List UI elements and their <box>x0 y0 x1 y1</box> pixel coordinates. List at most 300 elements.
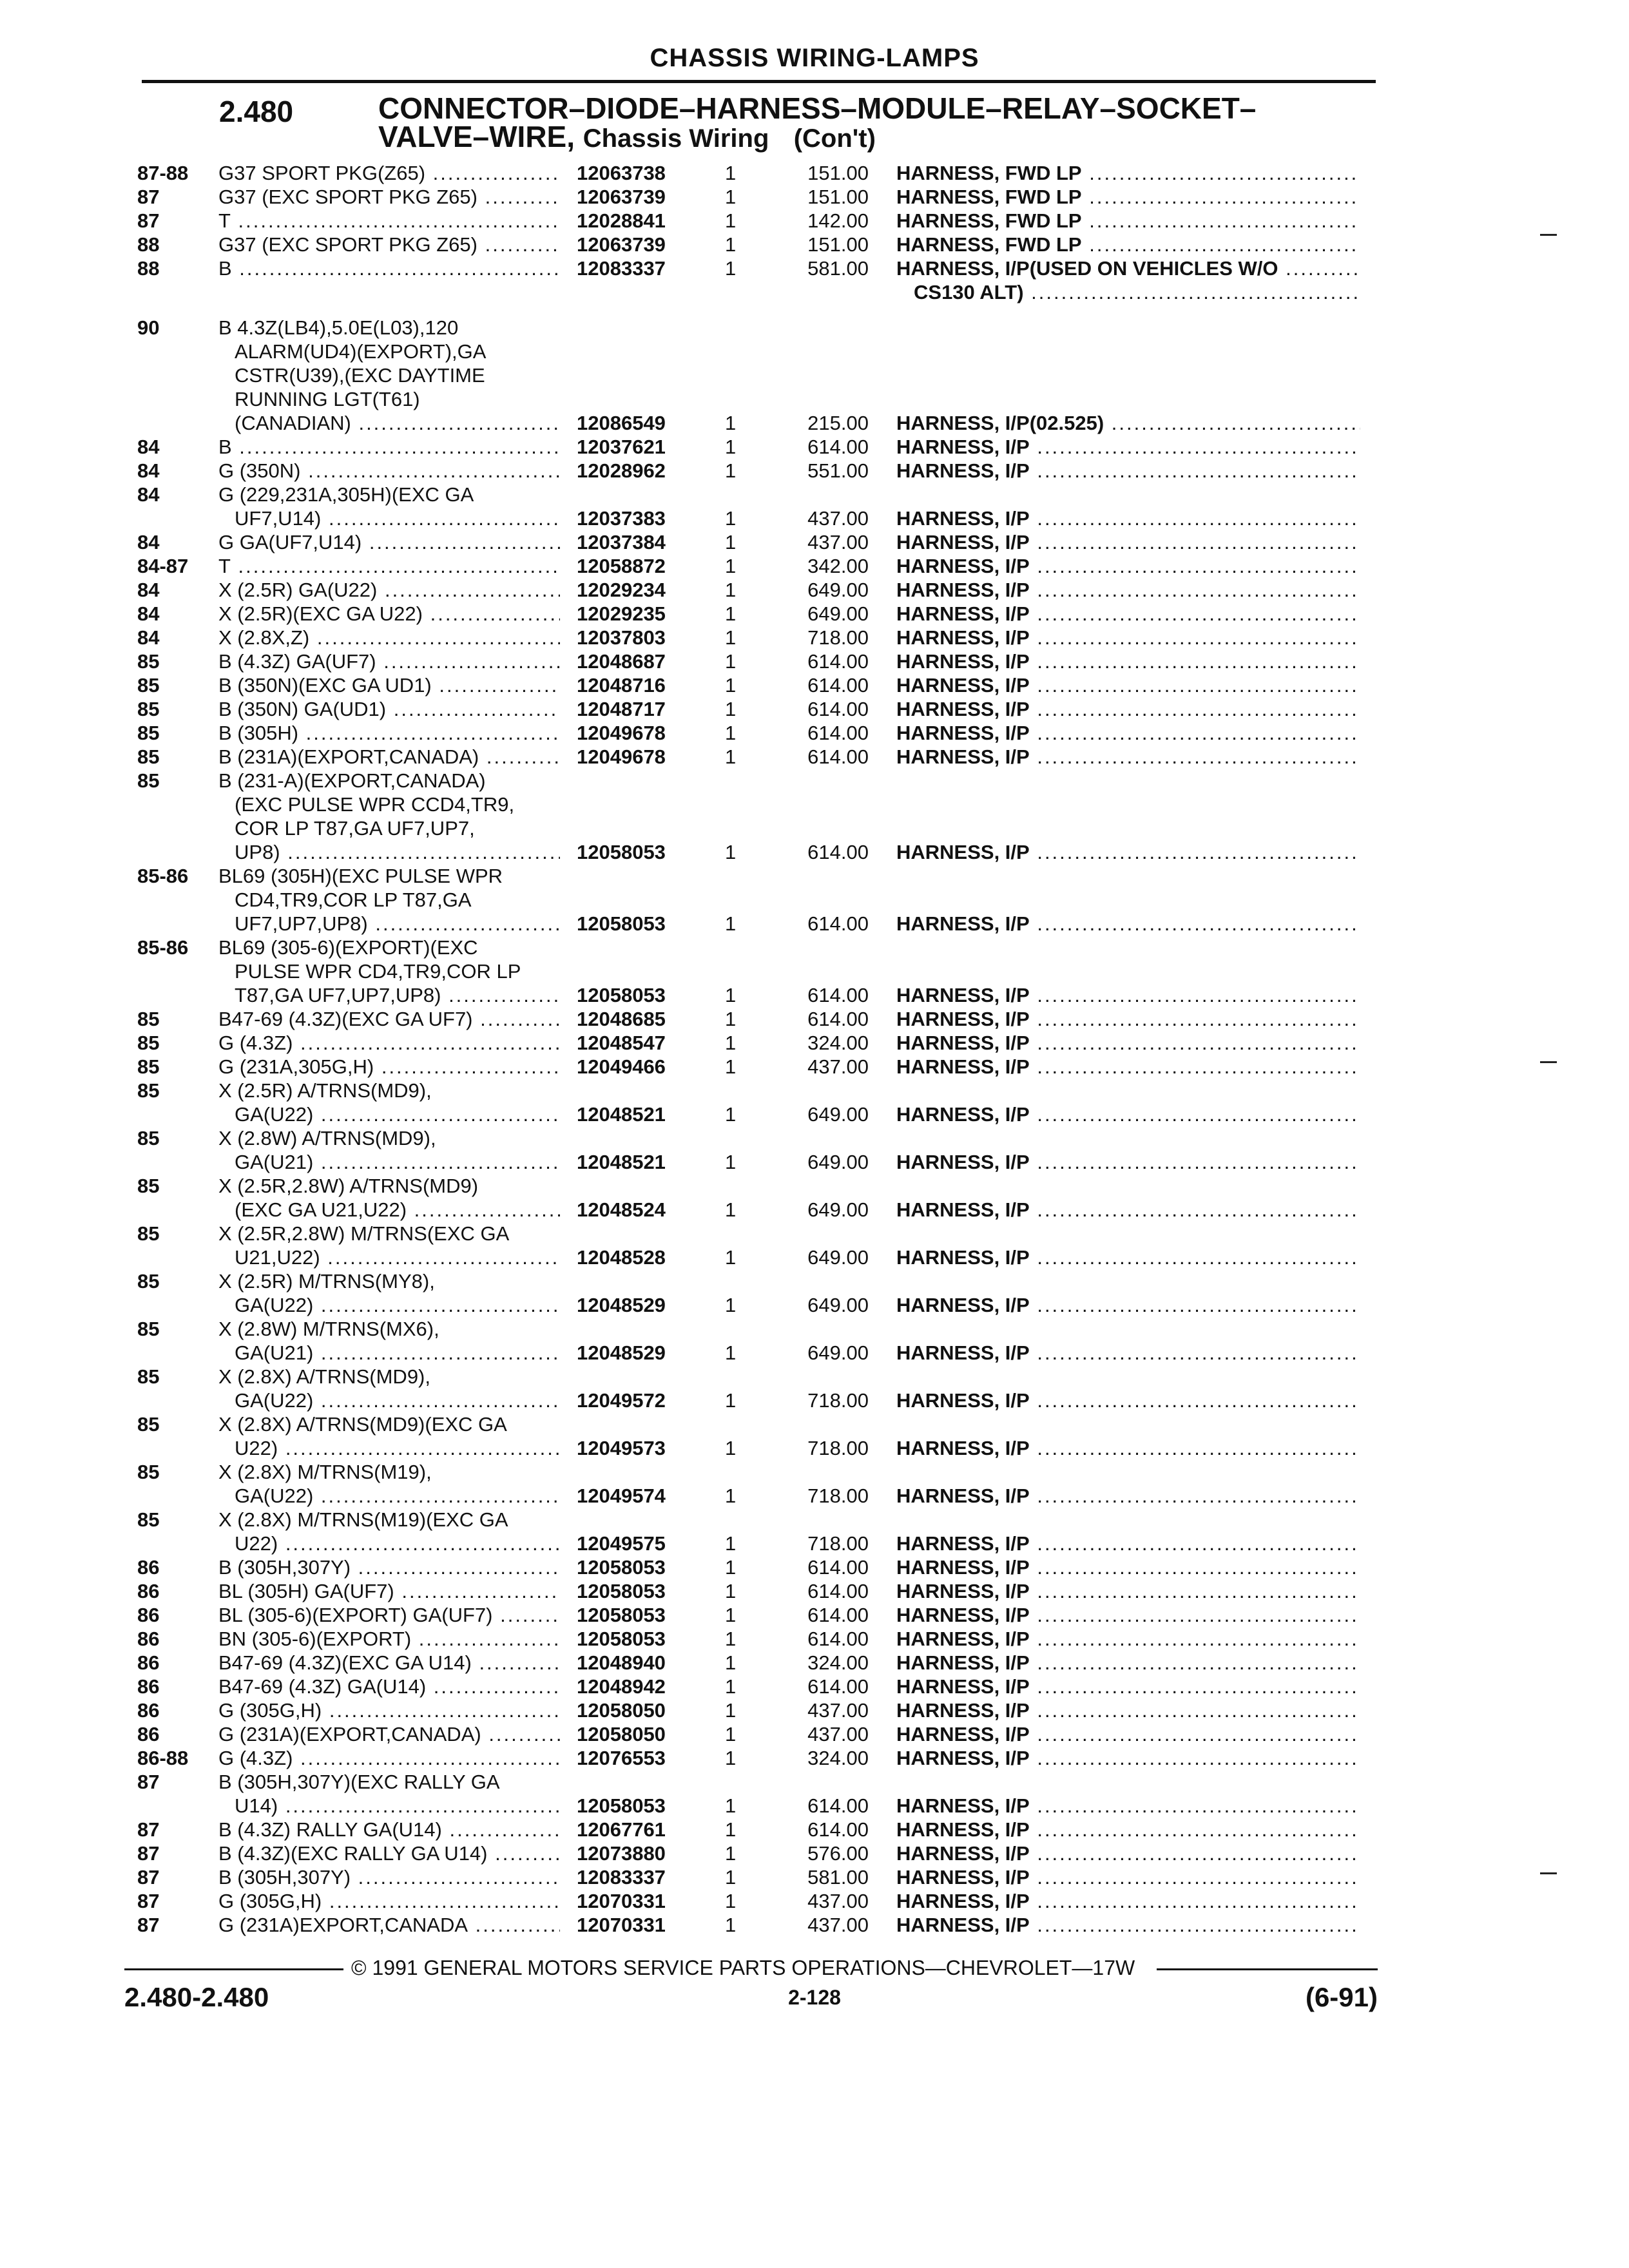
part-number: 12049678 <box>577 722 666 744</box>
table-row <box>0 769 1629 793</box>
position-number: 85 <box>137 1055 160 1078</box>
part-name: HARNESS, I/P ..... <box>896 697 1360 721</box>
price: 614.00 <box>807 1794 869 1817</box>
position-number: 85 <box>137 1508 160 1531</box>
quantity: 1 <box>725 1723 737 1745</box>
table-row <box>0 256 1629 280</box>
part-number: 12058053 <box>577 984 666 1006</box>
description: B ..... <box>218 256 560 280</box>
table-row <box>0 1317 1629 1341</box>
table-row <box>0 1698 1629 1722</box>
section-title-line2a: VALVE–WIRE, <box>378 120 575 153</box>
price: 614.00 <box>807 1628 869 1650</box>
part-name: HARNESS, I/P ..... <box>896 1484 1360 1508</box>
part-number: 12048529 <box>577 1341 666 1364</box>
price: 215.00 <box>807 412 869 434</box>
description: B (231-A)(EXPORT,CANADA) <box>218 769 486 792</box>
position-number: 87 <box>137 1914 160 1936</box>
quantity: 1 <box>725 412 737 434</box>
table-row <box>0 1412 1629 1436</box>
table-row <box>0 1913 1629 1937</box>
description: T87,GA UF7,UP7,UP8) ..... <box>235 983 560 1007</box>
description: X (2.5R,2.8W) A/TRNS(MD9) <box>218 1175 479 1197</box>
quantity: 1 <box>725 436 737 458</box>
table-row <box>0 435 1629 459</box>
table-row <box>0 1198 1629 1222</box>
price: 614.00 <box>807 1556 869 1579</box>
price: 437.00 <box>807 507 869 530</box>
part-number: 12049466 <box>577 1055 666 1078</box>
description: G (305G,H) ..... <box>218 1698 560 1722</box>
description: B47-69 (4.3Z)(EXC GA U14) ..... <box>218 1651 560 1675</box>
table-row <box>0 1889 1629 1913</box>
quantity: 1 <box>725 1675 737 1698</box>
description: X (2.5R) A/TRNS(MD9), <box>218 1079 432 1102</box>
position-number: 87 <box>137 1771 160 1793</box>
part-name: HARNESS, I/P ..... <box>896 1436 1360 1460</box>
part-name: HARNESS, I/P ..... <box>896 459 1360 483</box>
quantity: 1 <box>725 233 737 256</box>
quantity: 1 <box>725 1914 737 1936</box>
part-number: 12048547 <box>577 1032 666 1054</box>
table-row <box>0 1770 1629 1794</box>
part-name: HARNESS, I/P(USED ON VEHICLES W/O ..... <box>896 256 1360 280</box>
part-name: HARNESS, I/P ..... <box>896 435 1360 459</box>
description: GA(U22) ..... <box>235 1293 560 1317</box>
table-row <box>0 1627 1629 1651</box>
description: BL69 (305-6)(EXPORT)(EXC <box>218 936 478 959</box>
position-number: 85 <box>137 1222 160 1245</box>
part-name: HARNESS, I/P ..... <box>896 1555 1360 1579</box>
table-row <box>0 1794 1629 1818</box>
part-name: HARNESS, I/P ..... <box>896 1627 1360 1651</box>
part-name: HARNESS, I/P ..... <box>896 1865 1360 1889</box>
description: B ..... <box>218 435 560 459</box>
quantity: 1 <box>725 1485 737 1507</box>
quantity: 1 <box>725 1818 737 1841</box>
part-number: 12037803 <box>577 626 666 649</box>
quantity: 1 <box>725 1699 737 1722</box>
part-number: 12070331 <box>577 1914 666 1936</box>
part-number: 12028962 <box>577 459 666 482</box>
description: BL69 (305H)(EXC PULSE WPR <box>218 865 503 887</box>
part-number: 12058053 <box>577 841 666 863</box>
table-row <box>0 1031 1629 1055</box>
description: UP8) ..... <box>235 840 560 864</box>
description: G37 (EXC SPORT PKG Z65) ..... <box>218 185 560 209</box>
description: GA(U21) ..... <box>235 1150 560 1174</box>
table-row <box>0 1532 1629 1555</box>
part-number: 12048521 <box>577 1151 666 1173</box>
quantity: 1 <box>725 1651 737 1674</box>
description: G (305G,H) ..... <box>218 1889 560 1913</box>
part-name: HARNESS, I/P ..... <box>896 1746 1360 1770</box>
description: T ..... <box>218 554 560 578</box>
position-number: 88 <box>137 233 160 256</box>
part-name: HARNESS, FWD LP ..... <box>896 233 1360 256</box>
table-row <box>0 602 1629 626</box>
part-number: 12049573 <box>577 1437 666 1459</box>
position-number: 85 <box>137 1413 160 1436</box>
position-number: 86 <box>137 1675 160 1698</box>
part-number: 12058050 <box>577 1699 666 1722</box>
description: B (350N)(EXC GA UD1) ..... <box>218 673 560 697</box>
part-name: HARNESS, I/P ..... <box>896 1579 1360 1603</box>
quantity: 1 <box>725 531 737 553</box>
position-number: 87 <box>137 1842 160 1865</box>
footer-section-range: 2.480-2.480 <box>124 1982 269 2012</box>
part-number: 12086549 <box>577 412 666 434</box>
description: GA(U22) ..... <box>235 1102 560 1126</box>
table-row <box>0 840 1629 864</box>
table-row <box>0 649 1629 673</box>
table-row <box>0 1436 1629 1460</box>
part-name: HARNESS, I/P ..... <box>896 1031 1360 1055</box>
table-row <box>0 1841 1629 1865</box>
description: G (350N) ..... <box>218 459 560 483</box>
description: X (2.8W) A/TRNS(MD9), <box>218 1127 436 1149</box>
part-name: HARNESS, I/P ..... <box>896 983 1360 1007</box>
price: 649.00 <box>807 579 869 601</box>
quantity: 1 <box>725 841 737 863</box>
price: 649.00 <box>807 602 869 625</box>
position-number: 86 <box>137 1604 160 1626</box>
table-row <box>0 1389 1629 1412</box>
part-name: HARNESS, I/P ..... <box>896 1055 1360 1079</box>
section-title-line2 <box>378 122 1256 153</box>
part-number: 12058053 <box>577 1580 666 1602</box>
description: G37 (EXC SPORT PKG Z65) ..... <box>218 233 560 256</box>
description: X (2.5R)(EXC GA U22) ..... <box>218 602 560 626</box>
table-row <box>0 1865 1629 1889</box>
table-row <box>0 1365 1629 1389</box>
position-number: 85 <box>137 1318 160 1340</box>
table-row <box>0 161 1629 185</box>
section-title-line1: CONNECTOR–DIODE–HARNESS–MODULE–RELAY–SOCKET– <box>378 91 1257 125</box>
description: COR LP T87,GA UF7,UP7, <box>235 817 475 840</box>
quantity: 1 <box>725 674 737 697</box>
page-title: CHASSIS WIRING-LAMPS <box>650 44 979 72</box>
margin-tick <box>1540 1872 1557 1874</box>
description: B47-69 (4.3Z) GA(U14) ..... <box>218 1675 560 1698</box>
position-number: 84 <box>137 626 160 649</box>
part-name: HARNESS, I/P ..... <box>896 1818 1360 1841</box>
position-number: 85 <box>137 1127 160 1149</box>
position-number: 86 <box>137 1699 160 1722</box>
part-number: 12067761 <box>577 1818 666 1841</box>
table-row <box>0 626 1629 649</box>
description: GA(U21) ..... <box>235 1341 560 1365</box>
part-name: HARNESS, I/P ..... <box>896 1007 1360 1031</box>
price: 649.00 <box>807 1341 869 1364</box>
price: 437.00 <box>807 531 869 553</box>
description: B (4.3Z)(EXC RALLY GA U14) ..... <box>218 1841 560 1865</box>
description: B (4.3Z) GA(UF7) ..... <box>218 649 560 673</box>
description: B47-69 (4.3Z)(EXC GA UF7) ..... <box>218 1007 560 1031</box>
position-number: 85 <box>137 722 160 744</box>
part-name: HARNESS, FWD LP ..... <box>896 185 1360 209</box>
part-name: HARNESS, I/P ..... <box>896 1389 1360 1412</box>
description: GA(U22) ..... <box>235 1389 560 1412</box>
price: 151.00 <box>807 186 869 208</box>
description: B (305H) ..... <box>218 721 560 745</box>
description: B 4.3Z(LB4),5.0E(L03),120 <box>218 316 459 339</box>
price: 718.00 <box>807 626 869 649</box>
part-name: HARNESS, I/P(02.525) ..... <box>896 411 1360 435</box>
quantity: 1 <box>725 698 737 720</box>
table-row <box>0 1341 1629 1365</box>
table-row <box>0 912 1629 936</box>
quantity: 1 <box>725 1294 737 1316</box>
quantity: 1 <box>725 1604 737 1626</box>
price: 614.00 <box>807 841 869 863</box>
position-number: 86 <box>137 1723 160 1745</box>
description: G (4.3Z) ..... <box>218 1746 560 1770</box>
description: G (231A)(EXPORT,CANADA) ..... <box>218 1722 560 1746</box>
quantity: 1 <box>725 257 737 280</box>
quantity: 1 <box>725 1389 737 1412</box>
price: 649.00 <box>807 1103 869 1126</box>
price: 576.00 <box>807 1842 869 1865</box>
parts-table <box>0 161 1629 1937</box>
description: X (2.5R) GA(U22) ..... <box>218 578 560 602</box>
table-row <box>0 185 1629 209</box>
table-row <box>0 888 1629 912</box>
part-number: 12058053 <box>577 1556 666 1579</box>
table-row <box>0 1245 1629 1269</box>
table-row <box>0 1818 1629 1841</box>
description: X (2.5R,2.8W) M/TRNS(EXC GA <box>218 1222 510 1245</box>
quantity: 1 <box>725 1008 737 1030</box>
table-row <box>0 530 1629 554</box>
table-row <box>0 1484 1629 1508</box>
position-number: 86 <box>137 1628 160 1650</box>
table-row <box>0 280 1629 304</box>
price: 614.00 <box>807 436 869 458</box>
position-number: 85 <box>137 674 160 697</box>
quantity: 1 <box>725 1151 737 1173</box>
quantity: 1 <box>725 1032 737 1054</box>
quantity: 1 <box>725 984 737 1006</box>
part-number: 12049572 <box>577 1389 666 1412</box>
table-row <box>0 697 1629 721</box>
price: 324.00 <box>807 1651 869 1674</box>
footer-rule-right <box>1157 1968 1378 1970</box>
table-row <box>0 506 1629 530</box>
part-name: HARNESS, I/P ..... <box>896 1341 1360 1365</box>
position-number: 86-88 <box>137 1747 189 1769</box>
table-row <box>0 554 1629 578</box>
part-number: 12049575 <box>577 1532 666 1555</box>
part-number: 12058050 <box>577 1723 666 1745</box>
table-row <box>0 411 1629 435</box>
part-number: 12048524 <box>577 1198 666 1221</box>
description: G (4.3Z) ..... <box>218 1031 560 1055</box>
part-number: 12048940 <box>577 1651 666 1674</box>
part-name: HARNESS, I/P ..... <box>896 1794 1360 1818</box>
price: 614.00 <box>807 1604 869 1626</box>
price: 437.00 <box>807 1699 869 1722</box>
part-number: 12037621 <box>577 436 666 458</box>
description: U22) ..... <box>235 1436 560 1460</box>
price: 551.00 <box>807 459 869 482</box>
quantity: 1 <box>725 579 737 601</box>
description: G (231A,305G,H) ..... <box>218 1055 560 1079</box>
quantity: 1 <box>725 1580 737 1602</box>
position-number: 84 <box>137 531 160 553</box>
description: CSTR(U39),(EXC DAYTIME <box>235 364 485 387</box>
part-number: 12058053 <box>577 912 666 935</box>
part-number: 12048685 <box>577 1008 666 1030</box>
part-number: 12048528 <box>577 1246 666 1269</box>
position-number: 84 <box>137 483 160 506</box>
price: 614.00 <box>807 1008 869 1030</box>
table-row <box>0 1222 1629 1245</box>
position-number: 88 <box>137 257 160 280</box>
description: G37 SPORT PKG(Z65) ..... <box>218 161 560 185</box>
table-row <box>0 1746 1629 1770</box>
position-number: 85-86 <box>137 936 189 959</box>
description: (CANADIAN) ..... <box>235 411 560 435</box>
part-number: 12058053 <box>577 1604 666 1626</box>
position-number: 85 <box>137 1461 160 1483</box>
price: 718.00 <box>807 1532 869 1555</box>
position-number: 86 <box>137 1651 160 1674</box>
quantity: 1 <box>725 1246 737 1269</box>
part-name: HARNESS, I/P ..... <box>896 1651 1360 1675</box>
description: G (229,231A,305H)(EXC GA <box>218 483 474 506</box>
description: X (2.8X) A/TRNS(MD9), <box>218 1365 430 1388</box>
price: 614.00 <box>807 912 869 935</box>
position-number: 85 <box>137 1175 160 1197</box>
margin-tick <box>1540 234 1557 236</box>
footer-copyright: © 1991 GENERAL MOTORS SERVICE PARTS OPERATIONS—CHEVROLET—17W <box>351 1956 1135 1979</box>
part-name: HARNESS, I/P ..... <box>896 530 1360 554</box>
position-number: 85 <box>137 698 160 720</box>
part-number: 12048716 <box>577 674 666 697</box>
table-row <box>0 864 1629 888</box>
table-row <box>0 959 1629 983</box>
description: BL (305H) GA(UF7) ..... <box>218 1579 560 1603</box>
part-number: 12063738 <box>577 162 666 184</box>
price: 614.00 <box>807 722 869 744</box>
position-number: 84 <box>137 579 160 601</box>
description: X (2.8X,Z) ..... <box>218 626 560 649</box>
part-name-continued: CS130 ALT) ..... <box>914 280 1360 304</box>
table-row <box>0 1293 1629 1317</box>
quantity: 1 <box>725 186 737 208</box>
part-name: HARNESS, I/P ..... <box>896 1150 1360 1174</box>
table-row <box>0 1102 1629 1126</box>
price: 614.00 <box>807 1675 869 1698</box>
position-number: 87 <box>137 209 160 232</box>
part-name: HARNESS, FWD LP ..... <box>896 209 1360 233</box>
quantity: 1 <box>725 1198 737 1221</box>
part-name: HARNESS, I/P ..... <box>896 721 1360 745</box>
price: 151.00 <box>807 162 869 184</box>
description: B (305H,307Y)(EXC RALLY GA <box>218 1771 500 1793</box>
quantity: 1 <box>725 1747 737 1769</box>
table-row <box>0 233 1629 256</box>
position-number: 84 <box>137 459 160 482</box>
part-name: HARNESS, I/P ..... <box>896 1913 1360 1937</box>
part-number: 12049574 <box>577 1485 666 1507</box>
section-number: 2.480 <box>219 95 294 128</box>
part-number: 12063739 <box>577 186 666 208</box>
part-name: HARNESS, I/P ..... <box>896 578 1360 602</box>
quantity: 1 <box>725 162 737 184</box>
position-number: 87-88 <box>137 162 189 184</box>
position-number: 84 <box>137 602 160 625</box>
price: 649.00 <box>807 1246 869 1269</box>
footer-rule-left <box>124 1968 343 1970</box>
part-name: HARNESS, I/P ..... <box>896 602 1360 626</box>
price: 614.00 <box>807 698 869 720</box>
price: 151.00 <box>807 233 869 256</box>
price: 614.00 <box>807 1580 869 1602</box>
description: BN (305-6)(EXPORT) ..... <box>218 1627 560 1651</box>
part-number: 12083337 <box>577 257 666 280</box>
position-number: 87 <box>137 186 160 208</box>
table-row <box>0 1126 1629 1150</box>
position-number: 87 <box>137 1818 160 1841</box>
section-title-line2c: (Con't) <box>793 124 876 153</box>
part-number: 12076553 <box>577 1747 666 1769</box>
part-name: HARNESS, I/P ..... <box>896 1603 1360 1627</box>
table-row <box>0 1460 1629 1484</box>
table-row <box>0 721 1629 745</box>
quantity: 1 <box>725 1890 737 1912</box>
position-number: 86 <box>137 1556 160 1579</box>
quantity: 1 <box>725 912 737 935</box>
part-number: 12058053 <box>577 1794 666 1817</box>
description: B (305H,307Y) ..... <box>218 1555 560 1579</box>
table-row <box>0 1150 1629 1174</box>
description: GA(U22) ..... <box>235 1484 560 1508</box>
price: 142.00 <box>807 209 869 232</box>
quantity: 1 <box>725 1556 737 1579</box>
part-name: HARNESS, I/P ..... <box>896 1889 1360 1913</box>
part-number: 12037384 <box>577 531 666 553</box>
table-row <box>0 1007 1629 1031</box>
quantity: 1 <box>725 626 737 649</box>
table-row <box>0 1579 1629 1603</box>
description: BL (305-6)(EXPORT) GA(UF7) ..... <box>218 1603 560 1627</box>
quantity: 1 <box>725 1532 737 1555</box>
position-number: 85 <box>137 1008 160 1030</box>
description: X (2.8X) M/TRNS(M19), <box>218 1461 432 1483</box>
description: (EXC PULSE WPR CCD4,TR9, <box>235 793 515 816</box>
part-name: HARNESS, I/P ..... <box>896 1698 1360 1722</box>
quantity: 1 <box>725 507 737 530</box>
part-name: HARNESS, I/P ..... <box>896 745 1360 769</box>
description: B (231A)(EXPORT,CANADA) ..... <box>218 745 560 769</box>
quantity: 1 <box>725 1437 737 1459</box>
price: 649.00 <box>807 1151 869 1173</box>
price: 718.00 <box>807 1389 869 1412</box>
part-name: HARNESS, I/P ..... <box>896 1675 1360 1698</box>
part-name: HARNESS, I/P ..... <box>896 554 1360 578</box>
row-gap <box>0 304 1629 316</box>
position-number: 87 <box>137 1866 160 1888</box>
price: 437.00 <box>807 1055 869 1078</box>
table-row <box>0 483 1629 506</box>
table-row <box>0 1079 1629 1102</box>
position-number: 85 <box>137 745 160 768</box>
position-number: 86 <box>137 1580 160 1602</box>
table-row <box>0 983 1629 1007</box>
price: 614.00 <box>807 650 869 673</box>
